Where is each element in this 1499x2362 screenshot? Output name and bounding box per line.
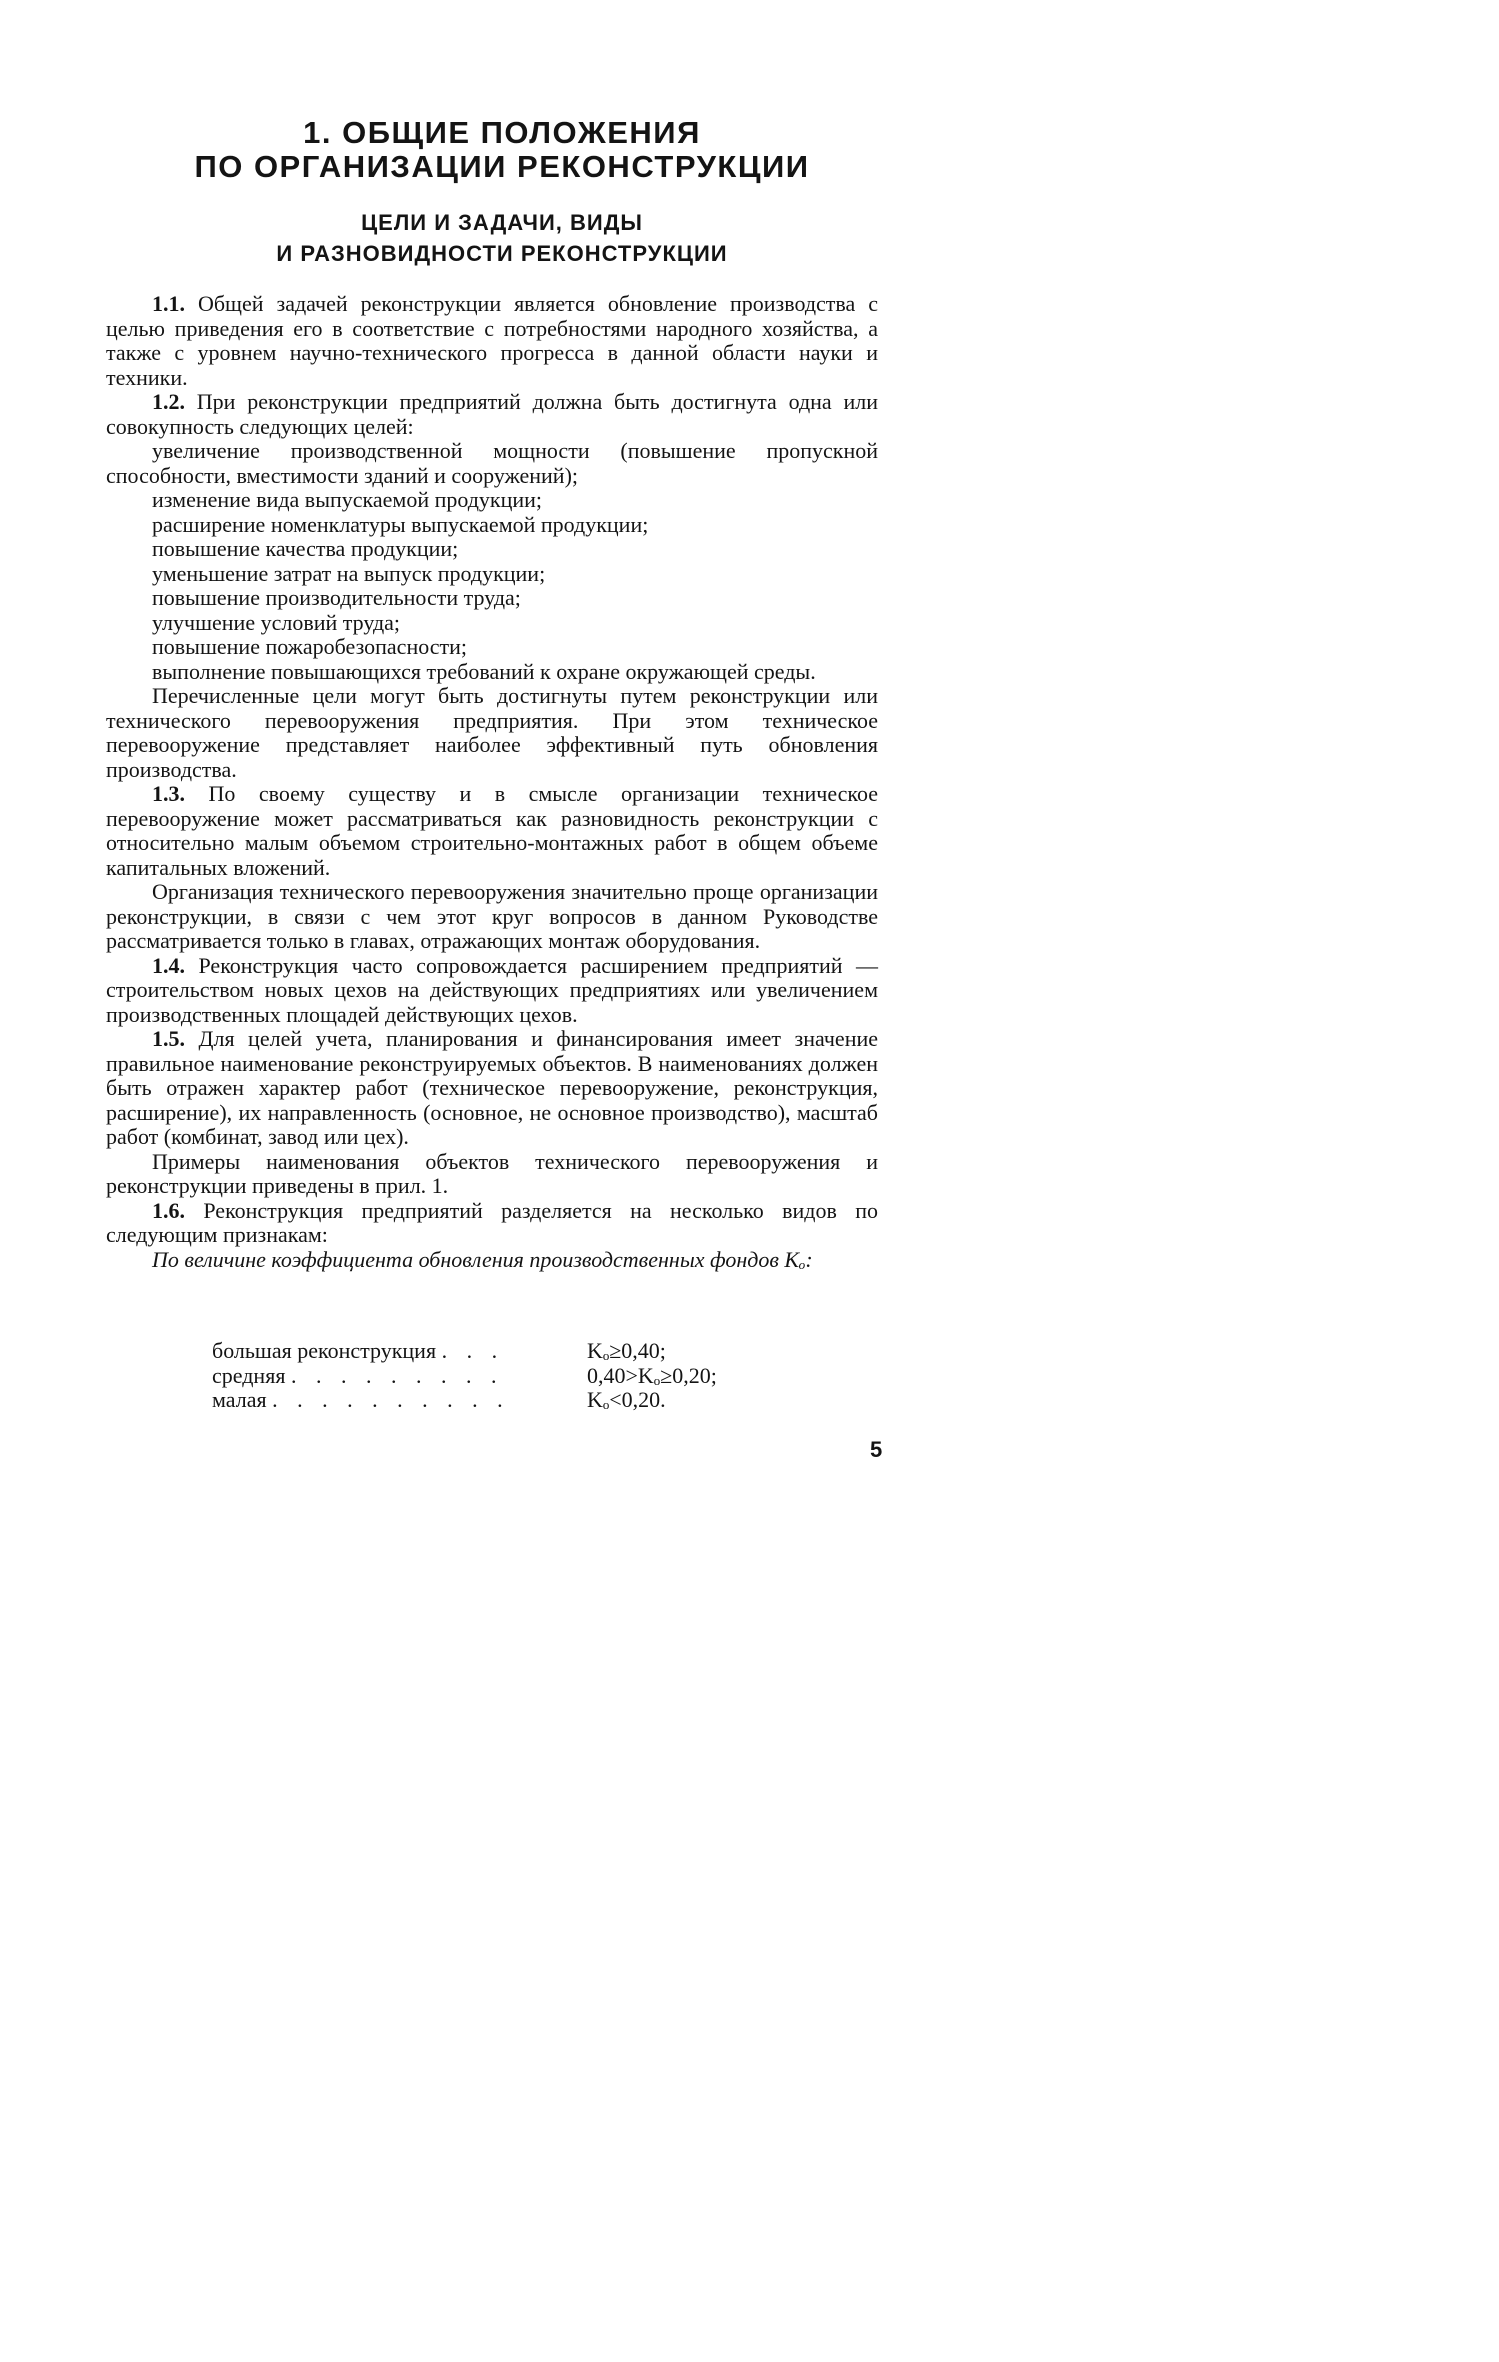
table-row (212, 1364, 717, 1389)
leader-dots: . . . (441, 1338, 505, 1363)
paragraph-text: Примеры наименования объектов технического перевооружения и реконструкции приведены в прил. 1. (106, 1148, 878, 1198)
section-heading-line: ЦЕЛИ И ЗАДАЧИ, ВИДЫ (361, 210, 643, 235)
grade-value: 0,40>Kₒ≥0,20; (587, 1362, 717, 1388)
grade-cell (212, 1339, 587, 1364)
clause-number: 1.4. (152, 952, 185, 978)
reconstruction-grades-table (212, 1339, 717, 1413)
grade-cell (212, 1364, 587, 1389)
goal-item: уменьшение затрат на выпуск продукции; (152, 560, 546, 586)
grade-name: большая реконструкция (212, 1338, 437, 1363)
clause-number: 1.5. (152, 1026, 185, 1051)
chapter-heading-line: 1. ОБЩИЕ ПОЛОЖЕНИЯ (303, 115, 701, 150)
leader-dots: . . . . . . . . . (290, 1362, 504, 1388)
goal-item: улучшение условий труда; (152, 609, 401, 635)
clause-number: 1.1. (152, 291, 185, 316)
paragraph-text: При реконструкции предприятий должна быть достигнута одна или совокупность следующих целей: (106, 389, 878, 439)
body-text (106, 292, 878, 1272)
table-row (212, 1388, 717, 1413)
section-heading (0, 207, 1004, 269)
paragraph-1-6 (106, 1199, 878, 1248)
clause-number: 1.6. (152, 1197, 185, 1223)
grade-value: Kₒ<0,20. (587, 1387, 666, 1412)
grade-name: малая (212, 1387, 267, 1412)
paragraph-text: Реконструкция предприятий разделяется на несколько видов по следующим признакам: (106, 1197, 878, 1247)
goal-item: увеличение производственной мощности (повышение пропускной способности, вместимости зданий и сооружений); (106, 438, 878, 488)
chapter-heading-line: ПО ОРГАНИЗАЦИИ РЕКОНСТРУКЦИИ (194, 149, 810, 184)
clause-number: 1.3. (152, 781, 185, 806)
paragraph-1-3 (106, 782, 878, 880)
goal-item: повышение производительности труда; (152, 585, 521, 610)
section-heading-line: И РАЗНОВИДНОСТИ РЕКОНСТРУКЦИИ (276, 241, 728, 266)
chapter-heading (0, 116, 1004, 184)
paragraph-1-5 (106, 1027, 878, 1150)
paragraph-1-4 (106, 954, 878, 1028)
goal-item: выполнение повышающихся требований к охране окружающей среды. (152, 658, 816, 684)
paragraph-text: Перечисленные цели могут быть достигнуты путем реконструкции или технического перевооружения предприятия. При этом техническое перевооружение представляет наиболее эффективный путь обновления производства. (106, 683, 878, 782)
paragraph-text: По своему существу и в смысле организации техническое перевооружение может рассматриваться как разновидность реконструкции с относительно малым объемом строительно-монтажных работ в общем объеме капитальных вложений. (106, 781, 878, 880)
table-row (212, 1339, 717, 1364)
grade-cell (212, 1388, 587, 1413)
goal-item: повышение качества продукции; (152, 536, 459, 561)
paragraph-text: Организация технического перевооружения значительно проще организации реконструкции, в связи с чем этот круг вопросов в данном Руководстве рассматривается только в главах, отражающих монтаж оборудования. (106, 879, 878, 953)
paragraph-text: Для целей учета, планирования и финансирования имеет значение правильное наименование реконструируемых объектов. В наименованиях должен быть отражен характер работ (техническое перевооружение, реконструкция, расширение), их направленность (основное, не основное производство), масштаб работ (комбинат, завод или цех). (106, 1026, 878, 1149)
goal-item: повышение пожаробезопасности; (152, 634, 468, 659)
paragraph-text: Реконструкция часто сопровождается расширением предприятий — строительством новых цехов на действующих предприятиях или увеличением производственных площадей действующих цехов. (106, 952, 878, 1027)
goal-item: расширение номенклатуры выпускаемой продукции; (152, 511, 649, 537)
italic-criterion: По величине коэффициента обновления производственных фондов Kₒ: (152, 1246, 813, 1272)
paragraph-1-1 (106, 292, 878, 390)
document-page (0, 0, 1004, 1582)
page-number: 5 (870, 1437, 883, 1462)
grade-name: средняя (212, 1362, 286, 1388)
clause-number: 1.2. (152, 389, 185, 414)
paragraph-text: Общей задачей реконструкции является обновление производства с целью приведения его в соответствие с потребностями народного хозяйства, а также с уровнем научно-технического прогресса в данной области науки и техники. (106, 291, 878, 390)
goal-item: изменение вида выпускаемой продукции; (152, 487, 543, 512)
paragraph-1-2 (106, 390, 878, 439)
leader-dots: . . . . . . . . . . (272, 1387, 510, 1412)
grade-value: Kₒ≥0,40; (587, 1338, 666, 1363)
